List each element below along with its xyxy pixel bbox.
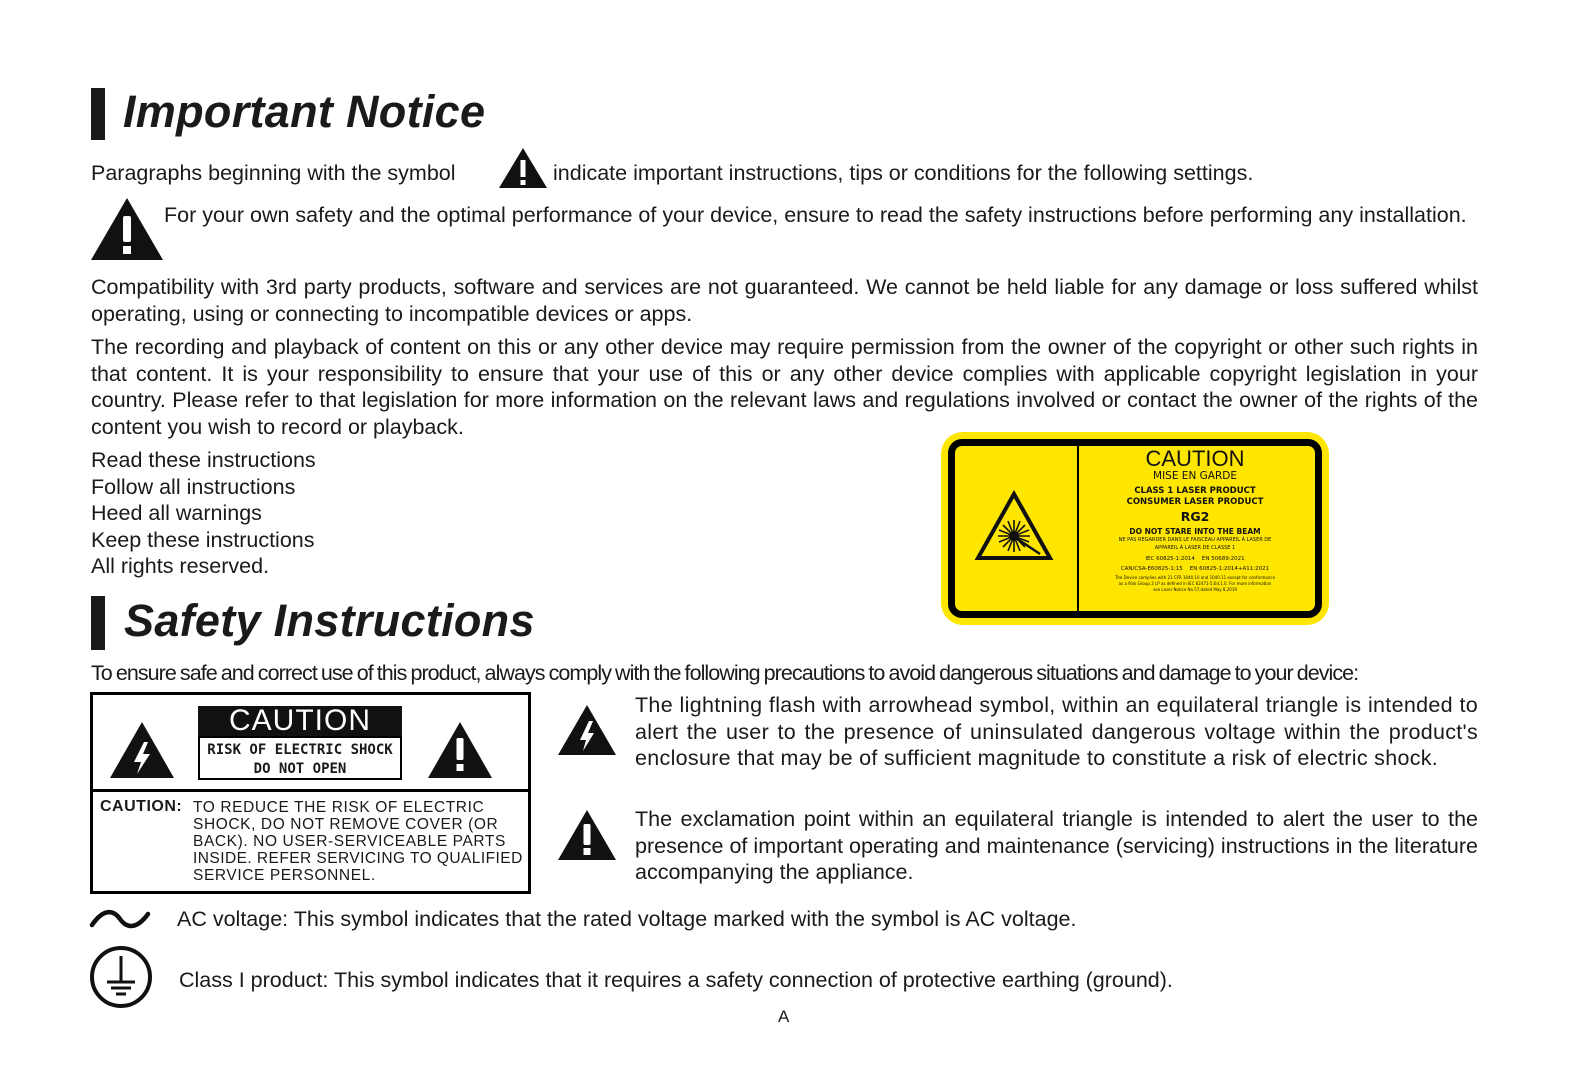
list-item: All rights reserved. bbox=[91, 554, 270, 578]
list-item: Read these instructions bbox=[91, 448, 316, 472]
caution-box-text bbox=[193, 799, 528, 884]
laser-standards: IEC 60825-1:2014 EN 50689:2021 bbox=[1145, 556, 1245, 562]
class-one-text: Class I product: This symbol indicates that it requires a safety connection of protective earthing (ground). bbox=[179, 968, 1173, 992]
protective-earth-icon bbox=[88, 944, 154, 1010]
warning-icon bbox=[89, 196, 165, 262]
laser-stare-warning-fr: NE PAS REGARDER DANS LE FAISCEAU APPAREIL À LASER DE bbox=[1118, 537, 1272, 543]
caution-box-line: SHOCK, DO NOT REMOVE COVER (OR bbox=[193, 816, 499, 833]
laser-caution-label bbox=[941, 432, 1329, 625]
laser-caution-title: CAUTION bbox=[1145, 446, 1245, 471]
laser-mise-en-garde: MISE EN GARDE bbox=[1153, 470, 1237, 482]
list-item: Follow all instructions bbox=[91, 474, 296, 499]
copyright-notice: The recording and playback of content on this or any other device may require permission from the owner of the copyright or other such rights in that content. It is your responsibility to ensure that your use of this or any other device complies with applicable copyright legislation in your country. Please refer to that legislation for more information on the relevant laws and regulations involved or contact the owner of the rights of the content you wish to record or playback. bbox=[91, 335, 1478, 439]
laser-fine-print: as a Risk Group 2 LP as defined in IEC 62471-5:Ed.1.0. For more information bbox=[1118, 581, 1272, 586]
safety-read-notice: For your own safety and the optimal performance of your device, ensure to read the safety instructions before performing any installation. bbox=[164, 203, 1467, 227]
warning-icon bbox=[497, 146, 549, 190]
laser-rg-label: RG2 bbox=[1180, 509, 1210, 524]
caution-box-line: BACK). NO USER-SERVICEABLE PARTS bbox=[193, 833, 506, 850]
caution-box-divider bbox=[93, 789, 528, 792]
laser-fine-print: see Laser Notice No.57,dated May 8,2019 bbox=[1153, 587, 1237, 592]
laser-stare-warning-fr: APPAREIL À LASER DE CLASSE 1 bbox=[1154, 545, 1236, 551]
caution-box-label: CAUTION: bbox=[100, 798, 183, 815]
page-marker: A bbox=[778, 1007, 790, 1026]
safety-instructions-title: Safety Instructions bbox=[124, 595, 535, 646]
caution-box-line: INSIDE. REFER SERVICING TO QUALIFIED bbox=[193, 850, 523, 867]
caution-open-line: DO NOT OPEN bbox=[253, 761, 347, 777]
laser-fine-print: The Device complies with 21 CFR 1040.10 and 1040.11 except for conformance bbox=[1114, 575, 1276, 580]
list-item: Heed all warnings bbox=[91, 501, 262, 525]
lightning-symbol-explanation: The lightning flash with arrowhead symbol, within an equilateral triangle is intended to alert the user to the presence of uninsulated dangerous voltage within the product's enclosure that may be of sufficient magnitude to constitute a risk of electric shock. bbox=[635, 693, 1478, 770]
symbol-intro bbox=[91, 160, 456, 187]
caution-box-line: TO REDUCE THE RISK OF ELECTRIC bbox=[193, 799, 485, 816]
ac-voltage-icon bbox=[89, 907, 151, 933]
caution-banner: CAUTION bbox=[198, 706, 402, 736]
lightning-warning-icon bbox=[108, 720, 176, 780]
caution-box-line: SERVICE PERSONNEL. bbox=[193, 867, 376, 884]
symbol-intro-end: indicate important instructions, tips or conditions for the following settings. bbox=[553, 161, 1254, 185]
heading-bar bbox=[91, 88, 105, 140]
symbol-intro-start: Paragraphs beginning with the symbol bbox=[91, 161, 456, 185]
exclamation-symbol-explanation: The exclamation point within an equilateral triangle is intended to alert the user to the presence of important operating and maintenance (servicing) instructions in the literature accompanying the appliance. bbox=[635, 807, 1478, 884]
caution-shock-notice bbox=[198, 736, 402, 780]
lightning-warning-icon bbox=[556, 703, 618, 757]
heading-bar bbox=[91, 596, 105, 650]
important-notice-title: Important Notice bbox=[123, 86, 486, 137]
caution-shock-line: RISK OF ELECTRIC SHOCK bbox=[207, 742, 393, 758]
laser-label-divider bbox=[1077, 446, 1079, 611]
laser-stare-warning: DO NOT STARE INTO THE BEAM bbox=[1129, 527, 1261, 536]
instruction-list bbox=[91, 447, 316, 580]
laser-standards: CAN/CSA-E60825-1:15 EN 60825-1:2014+A11:2021 bbox=[1120, 566, 1270, 572]
caution-box bbox=[90, 692, 531, 894]
laser-class-line: CLASS 1 LASER PRODUCT bbox=[1134, 486, 1256, 496]
laser-warning-icon bbox=[974, 490, 1054, 562]
laser-class-line: CONSUMER LASER PRODUCT bbox=[1126, 497, 1264, 507]
laser-label-text bbox=[1081, 448, 1309, 593]
compatibility-notice: Compatibility with 3rd party products, software and services are not guaranteed. We cannot be held liable for any damage or loss suffered whilst operating, using or connecting to incompatible devices or apps. bbox=[91, 275, 1478, 326]
list-item: Keep these instructions bbox=[91, 527, 315, 552]
warning-icon bbox=[426, 720, 494, 780]
ac-voltage-text: AC voltage: This symbol indicates that the rated voltage marked with the symbol is AC voltage. bbox=[177, 907, 1077, 931]
warning-icon bbox=[556, 808, 618, 862]
safety-intro: To ensure safe and correct use of this product, always comply with the following precautions to avoid dangerous situations and damage to your device: bbox=[91, 661, 1359, 685]
